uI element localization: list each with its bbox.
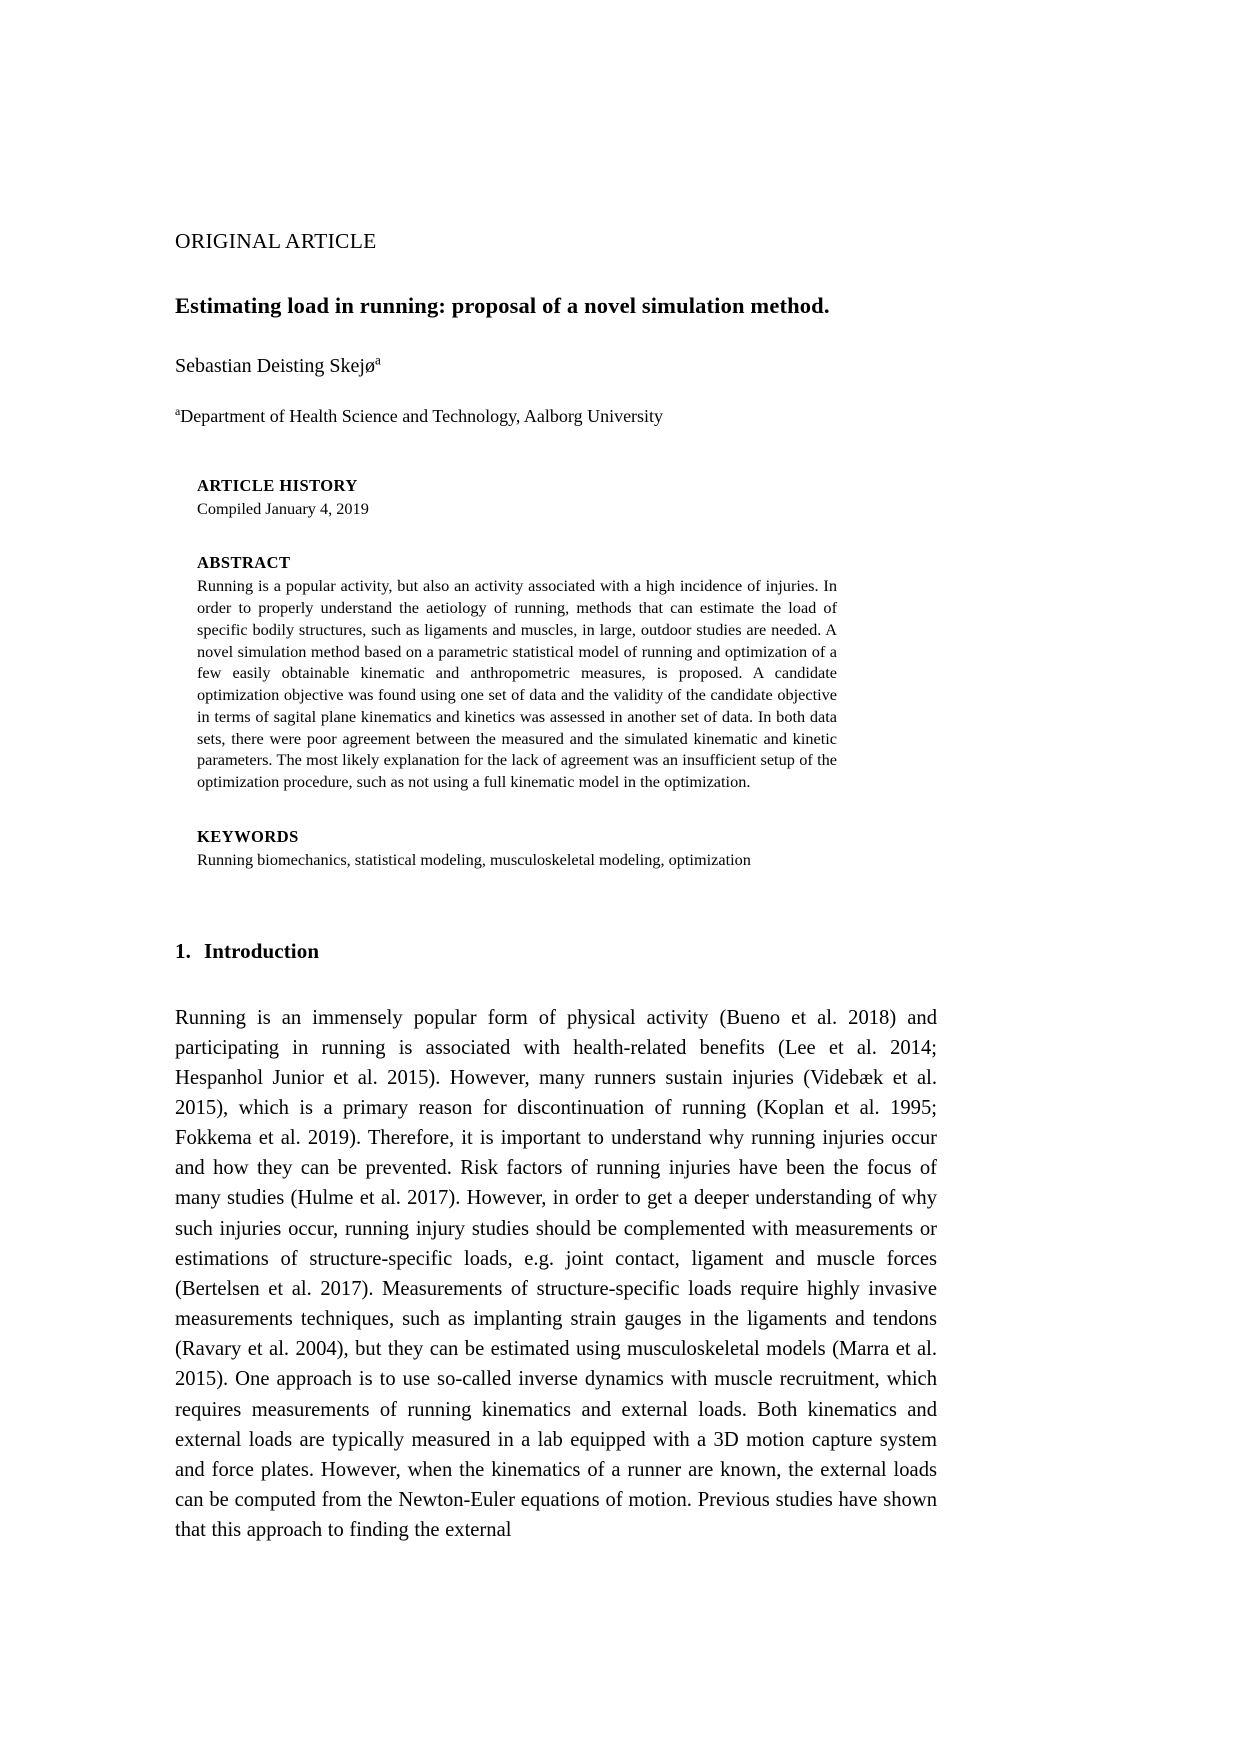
article-history-compiled-date: Compiled January 4, 2019 xyxy=(197,498,369,518)
introduction-section xyxy=(175,939,937,1546)
abstract-heading: ABSTRACT xyxy=(197,553,291,573)
introduction-paragraph-1: Running is an immensely popular form of physical activity (Bueno et al. 2018) and participating in running is associated with health-related benefits (Lee et al. 2014; Hespanhol Junior et al. 2015). However, many runners sustain injuries (Videbæk et al. 2015), which is a primary reason for discontinuation of running (Koplan et al. 1995; Fokkema et al. 2019). Therefore, it is important to understand why running injuries occur and how they can be prevented. Risk factors of running injuries have been the focus of many studies (Hulme et al. 2017). However, in order to get a deeper understanding of why such injuries occur, running injury studies should be complemented with measurements or estimations of structure-specific loads, e.g. joint contact, ligament and muscle forces (Bertelsen et al. 2017). Measurements of structure-specific loads require highly invasive measurements techniques, such as implanting strain gauges in the ligaments and tendons (Ravary et al. 2004), but they can be estimated using musculoskeletal models (Marra et al. 2015). One approach is to use so-called inverse dynamics with muscle recruitment, which requires measurements of running kinematics and external loads. Both kinematics and external loads are typically measured in a lab equipped with a 3D motion capture system and force plates. However, when the kinematics of a runner are known, the external loads can be computed from the Newton-Euler equations of motion. Previous studies have shown that this approach to finding the external xyxy=(175,1006,937,1542)
affiliation-text: Department of Health Science and Technology, Aalborg University xyxy=(180,406,664,427)
affiliation-mark: a xyxy=(175,404,181,419)
abstract-meta-block xyxy=(197,476,837,871)
affiliation-line xyxy=(175,405,937,428)
author-affiliation-mark: a xyxy=(374,352,381,368)
page-content xyxy=(175,228,937,1545)
section-title: Introduction xyxy=(203,938,320,963)
abstract-block xyxy=(197,553,837,793)
keywords-block xyxy=(197,827,837,871)
section-number: 1. xyxy=(175,938,191,963)
article-history-block xyxy=(197,476,837,520)
section-heading-introduction xyxy=(175,939,937,964)
keywords-heading: KEYWORDS xyxy=(197,826,299,846)
article-type-kicker: ORIGINAL ARTICLE xyxy=(175,229,377,253)
page-title: Estimating load in running: proposal of a novel simulation method. xyxy=(175,292,830,318)
article-history-heading: ARTICLE HISTORY xyxy=(197,475,358,495)
author-line xyxy=(175,353,937,379)
author-name: Sebastian Deisting Skejø xyxy=(175,355,375,378)
keywords-text: Running biomechanics, statistical modeling, musculoskeletal modeling, optimization xyxy=(197,849,751,869)
abstract-text: Running is a popular activity, but also an activity associated with a high incidence of injuries. In order to properly understand the aetiology of running, methods that can estimate the load of specific bodily structures, such as ligaments and muscles, in large, outdoor studies are needed. A novel simulation method based on a parametric statistical model of running and optimization of a few easily obtainable kinematic and anthropometric measures, is proposed. A candidate optimization objective was found using one set of data and the validity of the candidate objective in terms of sagital plane kinematics and kinetics was assessed in another set of data. In both data sets, there were poor agreement between the measured and the simulated kinematic and kinetic parameters. The most likely explanation for the lack of agreement was an insufficient setup of the optimization procedure, such as not using a full kinematic model in the optimization. xyxy=(197,576,837,792)
